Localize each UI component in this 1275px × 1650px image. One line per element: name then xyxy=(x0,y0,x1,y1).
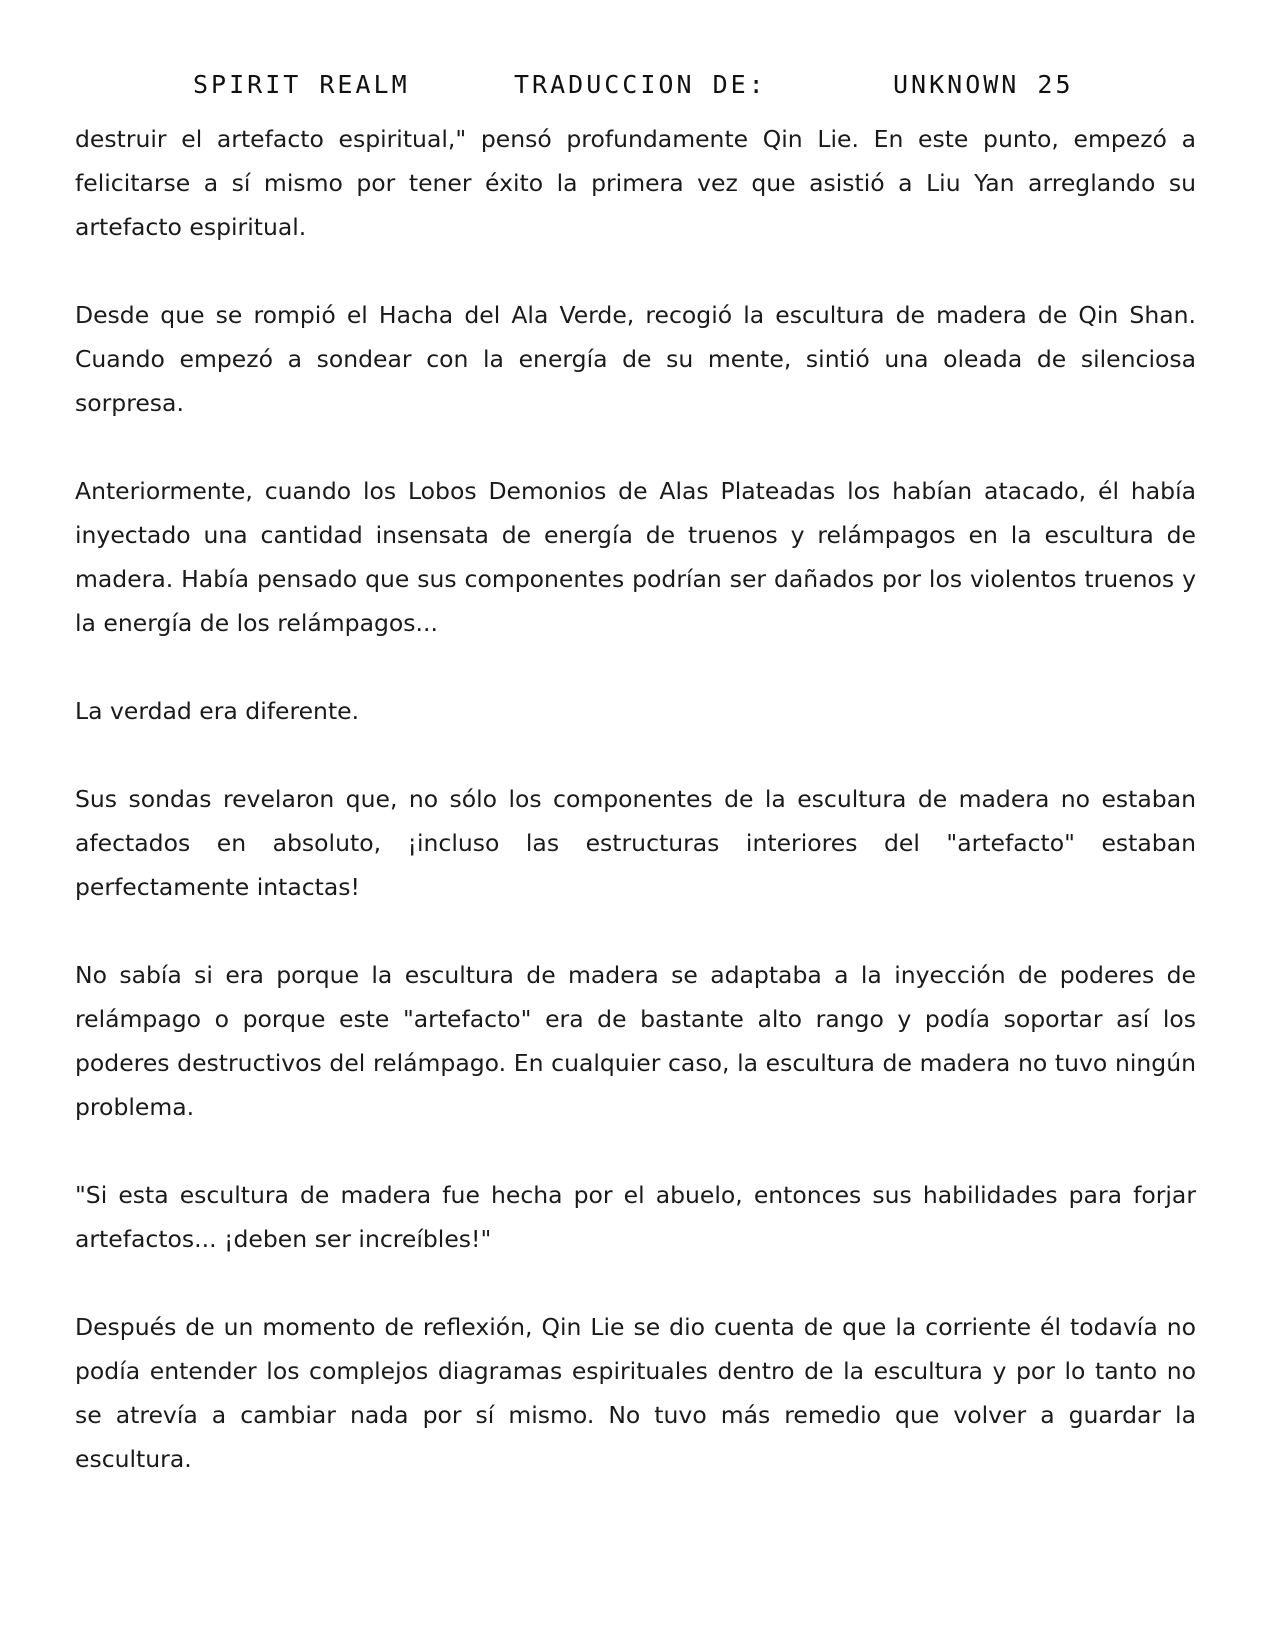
paragraph: Desde que se rompió el Hacha del Ala Verde, recogió la escultura de madera de Qin Shan. Cuando empezó a sondear con la energía de su mente, sintió una oleada de silenciosa sorpresa. xyxy=(75,301,1196,417)
paragraph: "Si esta escultura de madera fue hecha por el abuelo, entonces sus habilidades para forjar artefactos... ¡deben ser increíbles!" xyxy=(75,1181,1196,1253)
paragraph: No sabía si era porque la escultura de madera se adaptaba a la inyección de poderes de relámpago o porque este "artefacto" era de bastante alto rango y podía soportar así los poderes destructivos del relámpago. En cualquier caso, la escultura de madera no tuvo ningún problema. xyxy=(75,961,1196,1121)
paragraph: La verdad era diferente. xyxy=(75,697,360,725)
body-text xyxy=(75,117,1196,1525)
paragraph: destruir el artefacto espiritual," pensó profundamente Qin Lie. En este punto, empezó a felicitarse a sí mismo por tener éxito la primera vez que asistió a Liu Yan arreglando su artefacto espiritual. xyxy=(75,125,1196,241)
header-title: SPIRIT REALM xyxy=(193,70,410,99)
header-translator-page: UNKNOWN 25 xyxy=(893,70,1074,99)
paragraph: Sus sondas revelaron que, no sólo los componentes de la escultura de madera no estaban afectados en absoluto, ¡incluso las estructuras interiores del "artefacto" estaban perfectamente intactas! xyxy=(75,785,1196,901)
paragraph: Anteriormente, cuando los Lobos Demonios de Alas Plateadas los habían atacado, él había inyectado una cantidad insensata de energía de truenos y relámpagos en la escultura de madera. Había pensado que sus componentes podrían ser dañados por los violentos truenos y la energía de los relámpagos... xyxy=(75,477,1196,637)
paragraph: Después de un momento de reflexión, Qin Lie se dio cuenta de que la corriente él todavía no podía entender los complejos diagramas espirituales dentro de la escultura y por lo tanto no se atrevía a cambiar nada por sí mismo. No tuvo más remedio que volver a guardar la escultura. xyxy=(75,1313,1196,1473)
page-header xyxy=(0,70,1275,110)
header-translation-label: TRADUCCION DE: xyxy=(514,70,767,99)
